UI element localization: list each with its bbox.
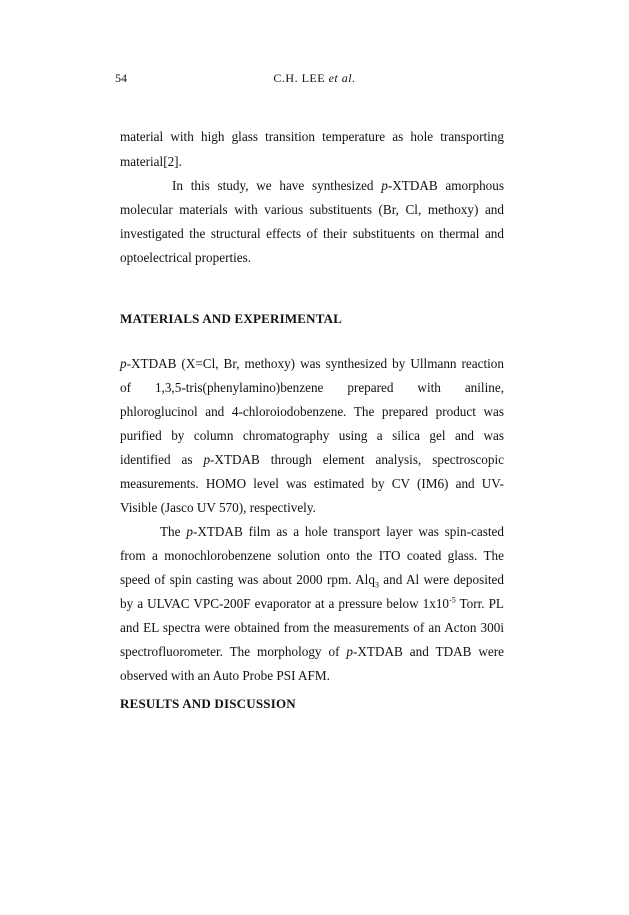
- body-line: phloroglucinol and 4-chloroiodobenzene. The prepared product was: [120, 404, 504, 419]
- body-line: In this study, we have synthesized p-XTDAB amorphous: [172, 178, 504, 193]
- body-line: and EL spectra were obtained from the measurements of an Acton 300i: [120, 620, 504, 635]
- body-line: p-XTDAB (X=Cl, Br, methoxy) was synthesized by Ullmann reaction: [120, 356, 504, 371]
- body-line: by a ULVAC VPC-200F evaporator at a pressure below $1x10^{-5}$ Torr. PL: [120, 595, 504, 611]
- body-line: investigated the structural effects of their substituents on thermal and: [120, 226, 504, 241]
- section-heading: MATERIALS AND EXPERIMENTAL: [120, 311, 343, 326]
- body-line: of 1,3,5-tris(phenylamino)benzene prepared with aniline,: [120, 380, 504, 395]
- body-line: identified as p-XTDAB through element analysis, spectroscopic: [120, 452, 504, 467]
- body-line: optoelectrical properties.: [120, 250, 252, 265]
- body-line: material with high glass transition temperature as hole transporting: [120, 129, 504, 144]
- body-line: from a monochlorobenzene solution onto the ITO coated glass. The: [120, 548, 504, 563]
- body-line: measurements. HOMO level was estimated by CV (IM6) and UV-: [120, 476, 504, 491]
- running-head: C.H. LEE et al.: [273, 71, 356, 85]
- page-number: 54: [115, 71, 127, 85]
- body-line: speed of spin casting was about 2000 rpm. Alq$_3$ and Al were deposited: [120, 572, 505, 590]
- body-line: The p-XTDAB film as a hole transport layer was spin-casted: [160, 524, 504, 539]
- body-line: molecular materials with various substituents (Br, Cl, methoxy) and: [120, 202, 504, 217]
- body-line: purified by column chromatography using a silica gel and was: [120, 428, 504, 443]
- section-heading: RESULTS AND DISCUSSION: [120, 696, 296, 711]
- body-line: spectrofluorometer. The morphology of p-XTDAB and TDAB were: [120, 644, 504, 659]
- body-line: observed with an Auto Probe PSI AFM.: [120, 668, 330, 683]
- body-line: Visible (Jasco UV 570), respectively.: [120, 500, 316, 515]
- body-line: material[2].: [120, 154, 182, 169]
